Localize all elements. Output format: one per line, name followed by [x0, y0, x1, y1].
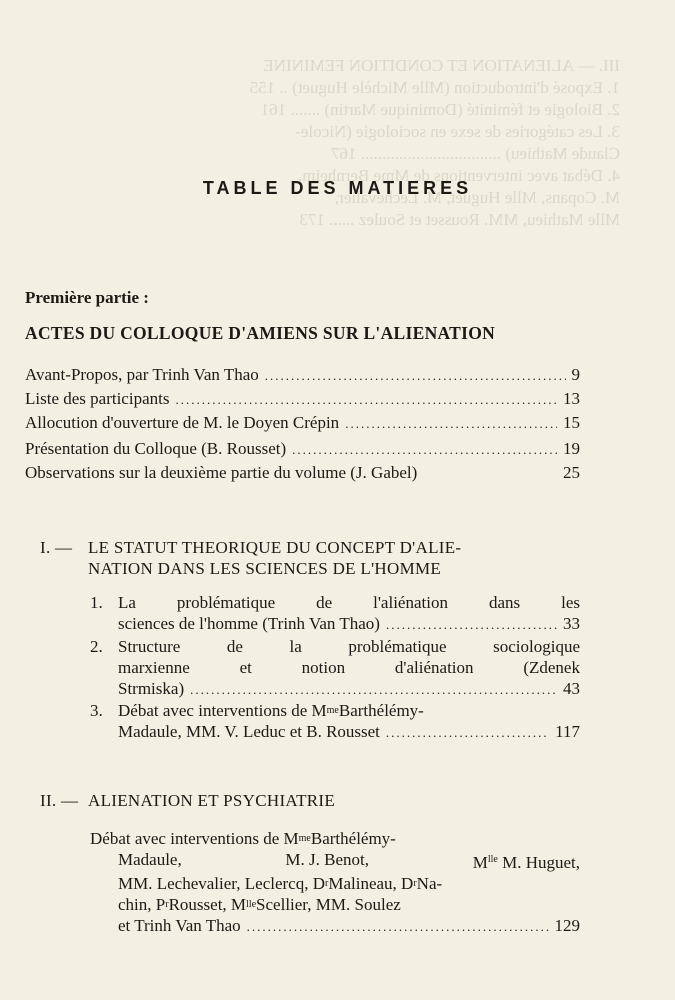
debate-text: M. Huguet, — [497, 853, 580, 872]
debate-text: M — [472, 853, 488, 872]
debate-text: Barthélémy- — [310, 829, 396, 848]
word: et — [239, 658, 252, 677]
section-title-cont: NATION DANS LES SCIENCES DE L'HOMME — [88, 559, 442, 578]
section-title: ALIENATION ET PSYCHIATRIE — [88, 791, 336, 810]
section-heading-1 — [40, 537, 530, 579]
toc-entry-page: 13 — [563, 389, 580, 408]
word: de — [316, 593, 333, 612]
item-text: sciences de l'homme (Trinh Van Thao) — [118, 614, 380, 633]
item-number: 3. — [90, 701, 103, 720]
toc-item — [90, 592, 580, 635]
item-last-line — [118, 613, 580, 635]
superscript: lle — [487, 854, 498, 865]
item-page: 117 — [555, 722, 580, 741]
item-number: 1. — [90, 593, 103, 612]
word: l'aliénation — [373, 593, 448, 612]
debate-line — [90, 873, 580, 894]
word: sociologique — [493, 637, 580, 656]
word: de — [226, 637, 243, 656]
item-line — [118, 592, 580, 613]
item-text: Débat avec interventions de M — [118, 701, 327, 720]
item-page: 43 — [563, 679, 580, 698]
leader-dots — [190, 679, 557, 700]
toc-entry-label: Observations sur la deuxième partie du volume (J. Gabel) — [25, 463, 418, 482]
item-line — [118, 700, 580, 721]
ghost-line: 1. Exposé d'introduction (Mlle Michèle Huguet) .. 155 — [249, 78, 620, 97]
item-last-line — [118, 678, 580, 700]
item-page: 33 — [563, 614, 580, 633]
ghost-line: Mlle Mathieu, MM. Rousset et Soulez ...... 173 — [299, 210, 620, 229]
word: la — [289, 637, 302, 656]
toc-entry — [25, 413, 580, 433]
item-last-line — [118, 721, 580, 743]
toc-entry-label: Avant-Propos, par Trinh Van Thao — [25, 365, 259, 384]
word: problématique — [176, 593, 276, 612]
item-line — [118, 657, 580, 678]
section-heading-2 — [40, 790, 530, 811]
ghost-line: Claude Mathieu) ................................. 167 — [331, 144, 620, 163]
word: problématique — [348, 637, 447, 656]
item-text: Madaule, MM. V. Leduc et B. Rousset — [118, 722, 380, 741]
debate-text: Malineau, D — [328, 874, 414, 893]
debate-text: Madaule, — [118, 850, 182, 869]
debate-text: Rousset, M — [168, 895, 247, 914]
ghost-line: 2. Biologie et féminité (Dominique Martin) ....... 161 — [260, 100, 620, 119]
debate-text: chin, P — [118, 895, 166, 914]
leader-dots — [175, 392, 557, 408]
debate-line — [90, 894, 580, 915]
toc-entry — [25, 439, 580, 459]
debate-text: Scellier, MM. Soulez — [256, 895, 401, 914]
word: les — [561, 593, 580, 612]
leader-dots — [265, 368, 566, 384]
toc-item — [90, 700, 580, 743]
section-title: LE STATUT THEORIQUE DU CONCEPT D'ALIE- — [88, 538, 462, 557]
toc-entry — [25, 389, 580, 409]
toc-entry-page: 19 — [563, 439, 580, 458]
word: (Zdenek — [523, 658, 580, 677]
superscript: me — [298, 833, 311, 844]
section-number: I. — — [40, 538, 73, 557]
debate-line — [90, 849, 580, 873]
word: marxienne — [118, 658, 190, 677]
part-label: Première partie : — [25, 288, 149, 307]
superscript: me — [326, 705, 339, 716]
toc-entry-page: 9 — [571, 365, 580, 384]
page-title: TABLE DES MATIERES — [202, 178, 473, 198]
toc-entry-label: Allocution d'ouverture de M. le Doyen Crépin — [25, 413, 340, 432]
item-page: 129 — [554, 916, 580, 935]
ghost-line: III. — ALIENATION ET CONDITION FEMININE — [263, 56, 620, 75]
leader-dots — [386, 614, 557, 635]
toc-entry-label: Liste des participants — [25, 389, 170, 408]
debate-text: Débat avec interventions de M — [90, 829, 299, 848]
item-text: Strmiska) — [118, 679, 185, 698]
superscript: lle — [246, 899, 257, 910]
item-number: 2. — [90, 637, 103, 656]
leader-dots — [386, 722, 549, 743]
debate-text: M. J. Benot, — [285, 850, 370, 869]
leader-dots — [345, 416, 557, 432]
debate-text: MM. Lechevalier, Leclercq, D — [118, 874, 325, 893]
toc-entry-page: 15 — [563, 413, 580, 432]
word: dans — [488, 593, 521, 612]
leader-dots — [292, 442, 557, 458]
debate-text: Na- — [416, 874, 443, 893]
toc-entry-page: 25 — [563, 463, 580, 482]
toc-entry — [25, 463, 580, 483]
item-text: Barthélémy- — [338, 701, 424, 720]
superscript: r — [413, 878, 417, 889]
toc-entry-label: Présentation du Colloque (B. Rousset) — [25, 439, 287, 458]
section-number: II. — — [40, 791, 79, 810]
part-title: ACTES DU COLLOQUE D'AMIENS SUR L'ALIENATION — [25, 323, 496, 343]
toc-entry — [25, 365, 580, 385]
ghost-line: M. Copans, Mlle Huguet, M. Lechevalier, — [334, 188, 620, 207]
word: d'aliénation — [394, 658, 474, 677]
word: La — [118, 593, 136, 612]
ghost-line: 4. Débat avec interventions de Mme Bernheim, — [298, 166, 620, 185]
debate-text: et Trinh Van Thao — [118, 916, 241, 935]
word: Structure — [118, 637, 181, 656]
ghost-line: 3. Les catégories de sexe en sociologie (Nicole- — [295, 122, 620, 141]
debate-line — [90, 828, 580, 849]
leader-dots — [247, 916, 549, 937]
item-line — [118, 636, 580, 657]
toc-item — [90, 636, 580, 700]
debate-last-line — [90, 915, 580, 937]
superscript: r — [165, 899, 169, 910]
bleed-through-text — [60, 55, 620, 231]
superscript: r — [325, 878, 329, 889]
word: notion — [301, 658, 346, 677]
debate-entry — [90, 828, 580, 937]
